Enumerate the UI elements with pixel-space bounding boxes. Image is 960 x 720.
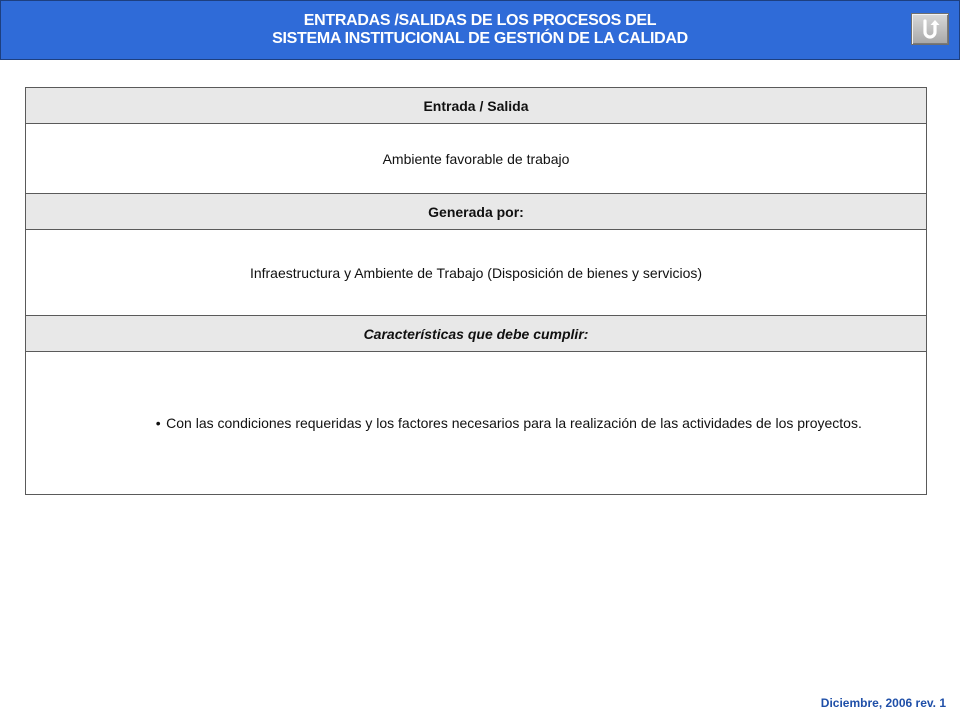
entrada-salida-value: Ambiente favorable de trabajo <box>26 124 927 194</box>
entrada-salida-label: Entrada / Salida <box>26 88 927 124</box>
title-line-1: ENTRADAS /SALIDAS DE LOS PROCESOS DEL <box>303 12 657 29</box>
title-banner <box>0 0 960 60</box>
list-item: Con las condiciones requeridas y los factores necesarios para la realización de las actividades de los proyectos. <box>166 415 862 431</box>
process-io-table <box>25 87 927 495</box>
caracteristicas-label: Características que debe cumplir: <box>26 316 927 352</box>
generada-por-value: Infraestructura y Ambiente de Trabajo (Disposición de bienes y servicios) <box>26 230 927 316</box>
revision-date: Diciembre, 2006 rev. 1 <box>820 696 946 710</box>
generada-por-label: Generada por: <box>26 194 927 230</box>
return-arrow-icon <box>918 17 942 41</box>
bullet-marker: • <box>155 415 161 431</box>
title-line-2: SISTEMA INSTITUCIONAL DE GESTIÓN DE LA CALIDAD <box>272 30 688 47</box>
caracteristicas-list <box>26 352 927 495</box>
back-button[interactable] <box>911 13 949 45</box>
